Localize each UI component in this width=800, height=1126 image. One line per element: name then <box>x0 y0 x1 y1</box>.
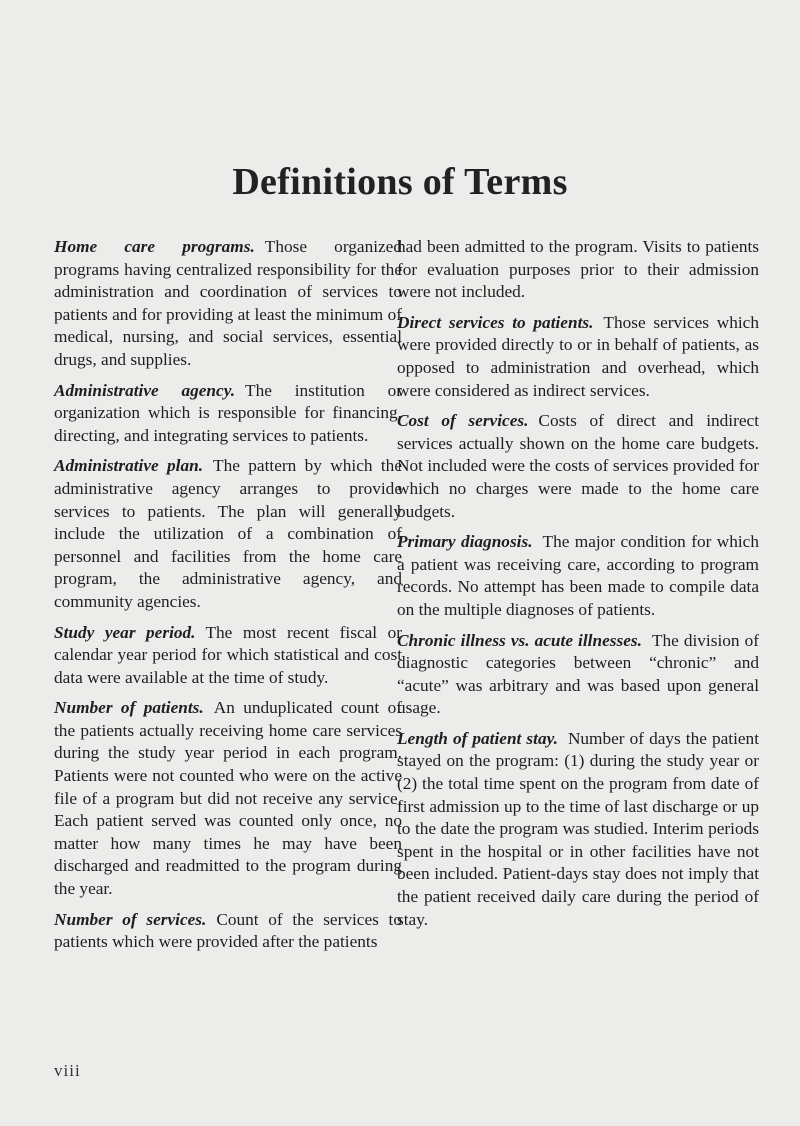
definition-term: Home care programs. <box>54 237 255 256</box>
definition-entry <box>54 697 402 900</box>
definition-text: The pattern by which the administrative agency arranges to provide services to patients. The plan will generally include the utilization of a combination of personnel and facilities from the home care program, the administrative agency, and community agencies. <box>54 456 402 611</box>
definition-text: Number of days the patient stayed on the program: (1) during the study year or (2) the total time spent on the program from date of first admission up to the time of last discharge or up to the date the program was studied. Interim periods spent in the hospital or in other facilities have not been included. Patient-days stay does not imply that the patient received daily care during the period of stay. <box>397 728 759 929</box>
page-number: viii <box>54 1061 81 1080</box>
page-title: Definitions of Terms <box>232 161 568 203</box>
definition-text: The institution or organization which is responsible for financing, directing, and integrating services to patients. <box>54 380 403 445</box>
definition-term: Administrative plan. <box>54 456 204 476</box>
definition-entry <box>54 622 402 690</box>
definition-term: Cost of services. <box>397 411 529 431</box>
definition-text: The major condition for which a patient was receiving care, according to program records. No attempt has been made to compile data on the multiple diagnoses of patients. <box>397 532 759 619</box>
definition-term: Direct services to patients. <box>397 312 594 332</box>
definition-text: Count of the services to patients which were provided after the patients <box>54 909 402 952</box>
definition-term: Number of patients. <box>54 698 204 718</box>
definition-entry <box>397 410 759 523</box>
definition-entry <box>397 728 759 931</box>
definition-term: Study year period. <box>54 622 196 642</box>
definition-entry <box>397 312 759 402</box>
definition-text: An unduplicated count of the patients actually receiving home care services during the study year period in each program. Patients were not counted who were on the active file of a program but did not receive any service. Each patient served was counted only once, no matter how many times he may have been discharged and readmitted to the program during the year. <box>54 698 402 899</box>
definition-entry <box>397 531 759 621</box>
definition-text: Costs of direct and indirect services actually shown on the home care budgets. Not included were the costs of services provided for which no charges were made to the home care budgets. <box>397 411 759 521</box>
definition-term: Length of patient stay. <box>397 728 558 748</box>
definition-term: Primary diagnosis. <box>397 532 533 552</box>
definition-term: Administrative agency. <box>54 380 236 400</box>
definition-text: The most recent fiscal or calendar year period for which statistical and cost data were available at the time of study. <box>54 622 402 687</box>
definition-term: Number of services. <box>54 909 207 929</box>
definition-term: Chronic illness vs. acute illnesses. <box>397 630 642 650</box>
definition-entry <box>54 380 402 448</box>
definition-entry <box>54 236 402 372</box>
definition-text: Those services which were provided directly to or in behalf of patients, as opposed to administration and overhead, which were considered as indirect services. <box>397 312 759 400</box>
left-column <box>54 236 402 962</box>
continued-text: had been admitted to the program. Visits to patients for evaluation purposes prior to their admission were not included. <box>397 237 759 302</box>
definition-entry <box>54 455 402 613</box>
definition-entry <box>397 630 759 720</box>
definition-entry <box>54 909 402 954</box>
definition-text: The division of diagnostic categories between “chronic” and “acute” was arbitrary and was based upon general usage. <box>397 630 759 718</box>
right-column <box>397 236 759 939</box>
definition-text: Those organized programs having centralized responsibility for the administration and coordination of services to patients and for providing at least the minimum of medical, nursing, and social services, essential drugs, and supplies. <box>54 237 402 369</box>
